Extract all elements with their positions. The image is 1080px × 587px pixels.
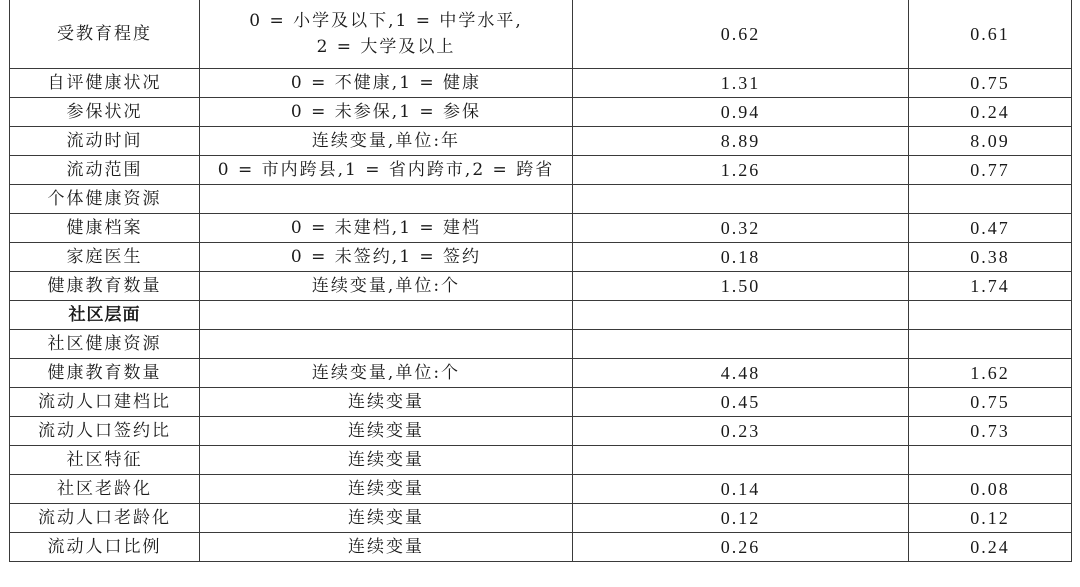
table-row — [10, 156, 1072, 185]
value-cell-1 — [573, 330, 909, 359]
table-row — [10, 475, 1072, 504]
table-row — [10, 243, 1072, 272]
table-row — [10, 417, 1072, 446]
variable-name-cell: 健康教育数量 — [10, 272, 200, 301]
table-row — [10, 0, 1072, 69]
value-cell-1: 4.48 — [573, 359, 909, 388]
value-cell-1: 0.32 — [573, 214, 909, 243]
value-cell-1: 0.14 — [573, 475, 909, 504]
variable-name-cell: 社区健康资源 — [10, 330, 200, 359]
value-cell-2: 0.24 — [909, 533, 1072, 562]
definition-line: 0 = 小学及以下,1 = 中学水平, — [249, 11, 523, 31]
variable-name-cell: 社区特征 — [10, 446, 200, 475]
value-cell-1: 0.26 — [573, 533, 909, 562]
value-cell-2: 0.61 — [909, 0, 1072, 69]
variable-definition-cell: 连续变量 — [200, 475, 573, 504]
value-cell-2: 0.24 — [909, 98, 1072, 127]
variable-name-cell: 个体健康资源 — [10, 185, 200, 214]
value-cell-1 — [573, 185, 909, 214]
variable-definition-cell: 连续变量,单位:年 — [200, 127, 573, 156]
table-body — [10, 0, 1072, 562]
variable-definition-cell: 0 = 未签约,1 = 签约 — [200, 243, 573, 272]
value-cell-1: 0.18 — [573, 243, 909, 272]
table-row — [10, 446, 1072, 475]
variable-name-cell: 家庭医生 — [10, 243, 200, 272]
table-row — [10, 214, 1072, 243]
value-cell-2: 0.12 — [909, 504, 1072, 533]
value-cell-1 — [573, 446, 909, 475]
table-row — [10, 272, 1072, 301]
table-row-section — [10, 301, 1072, 330]
value-cell-2: 1.74 — [909, 272, 1072, 301]
table-row — [10, 388, 1072, 417]
variable-definition-cell — [200, 185, 573, 214]
variable-definition-cell — [200, 301, 573, 330]
variable-name-cell: 社区老龄化 — [10, 475, 200, 504]
value-cell-2: 0.73 — [909, 417, 1072, 446]
table-row — [10, 69, 1072, 98]
value-cell-2 — [909, 301, 1072, 330]
variable-name-cell: 流动时间 — [10, 127, 200, 156]
variable-definition-cell — [200, 330, 573, 359]
variable-definition-cell: 连续变量 — [200, 446, 573, 475]
definition-line: 2 = 大学及以上 — [316, 37, 456, 57]
table-row — [10, 533, 1072, 562]
value-cell-1: 0.23 — [573, 417, 909, 446]
value-cell-2: 8.09 — [909, 127, 1072, 156]
table-row — [10, 359, 1072, 388]
table-row — [10, 504, 1072, 533]
variable-definition-cell: 连续变量 — [200, 533, 573, 562]
value-cell-2: 0.75 — [909, 388, 1072, 417]
value-cell-2 — [909, 185, 1072, 214]
variable-name-cell: 参保状况 — [10, 98, 200, 127]
variable-definition-cell: 0 = 市内跨县,1 = 省内跨市,2 = 跨省 — [200, 156, 573, 185]
value-cell-2: 0.77 — [909, 156, 1072, 185]
variable-definition-cell: 连续变量 — [200, 417, 573, 446]
table-row — [10, 98, 1072, 127]
value-cell-1 — [573, 301, 909, 330]
variable-name-cell: 流动人口签约比 — [10, 417, 200, 446]
variable-definition-cell: 连续变量 — [200, 504, 573, 533]
table-row — [10, 330, 1072, 359]
value-cell-1: 1.31 — [573, 69, 909, 98]
table-row — [10, 127, 1072, 156]
variable-definition-cell: 0 = 未建档,1 = 建档 — [200, 214, 573, 243]
value-cell-1: 1.26 — [573, 156, 909, 185]
value-cell-1: 8.89 — [573, 127, 909, 156]
variable-definition-cell — [200, 0, 573, 69]
table-row — [10, 185, 1072, 214]
variable-definition-cell: 0 = 不健康,1 = 健康 — [200, 69, 573, 98]
value-cell-2 — [909, 330, 1072, 359]
variable-definition-cell: 连续变量,单位:个 — [200, 359, 573, 388]
variable-name-cell: 流动人口建档比 — [10, 388, 200, 417]
variable-definition-cell: 连续变量,单位:个 — [200, 272, 573, 301]
value-cell-1: 0.94 — [573, 98, 909, 127]
value-cell-2: 0.08 — [909, 475, 1072, 504]
variable-name-cell: 流动范围 — [10, 156, 200, 185]
value-cell-2: 1.62 — [909, 359, 1072, 388]
variable-name-cell: 流动人口比例 — [10, 533, 200, 562]
variable-definition-cell: 0 = 未参保,1 = 参保 — [200, 98, 573, 127]
section-heading-cell: 社区层面 — [10, 301, 200, 330]
variable-name-cell: 流动人口老龄化 — [10, 504, 200, 533]
value-cell-1: 1.50 — [573, 272, 909, 301]
value-cell-1: 0.62 — [573, 0, 909, 69]
variable-name-cell: 受教育程度 — [10, 0, 200, 69]
variable-definition-cell: 连续变量 — [200, 388, 573, 417]
value-cell-2: 0.75 — [909, 69, 1072, 98]
value-cell-1: 0.45 — [573, 388, 909, 417]
variable-name-cell: 健康档案 — [10, 214, 200, 243]
variables-table — [9, 0, 1072, 562]
value-cell-2: 0.47 — [909, 214, 1072, 243]
variable-name-cell: 自评健康状况 — [10, 69, 200, 98]
value-cell-1: 0.12 — [573, 504, 909, 533]
variable-name-cell: 健康教育数量 — [10, 359, 200, 388]
value-cell-2: 0.38 — [909, 243, 1072, 272]
value-cell-2 — [909, 446, 1072, 475]
